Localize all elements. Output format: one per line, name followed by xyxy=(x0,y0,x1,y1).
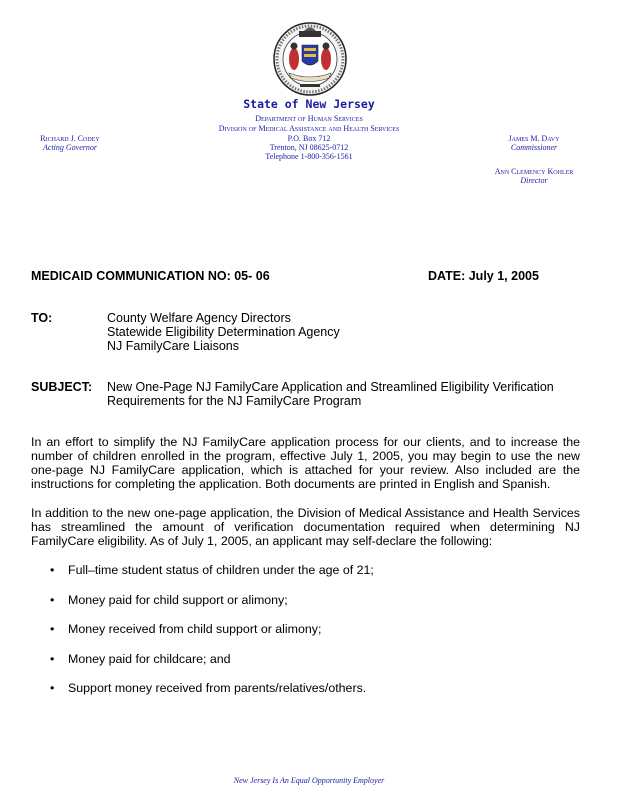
director-name: Ann Clemency Kohler xyxy=(494,167,574,176)
commissioner-name: James M. Davy xyxy=(508,133,560,143)
director-title: Director xyxy=(520,176,548,185)
commissioner-title: Commissioner xyxy=(510,142,558,152)
po-box: P.O. Box 712 xyxy=(287,133,331,143)
to-recipients xyxy=(107,311,340,353)
list-item: • Money paid for childcare; and xyxy=(50,651,231,666)
recipient-line: NJ FamilyCare Liaisons xyxy=(107,339,239,353)
footer-eoe: New Jersey Is An Equal Opportunity Employer xyxy=(233,776,385,785)
paragraph-intro: In an effort to simplify the NJ FamilyCare application process for our clients, and to increase the number of children enrolled in the program, effective July 1, 2005, you may begin to use the new one-page NJ FamilyCare application, which is attached for your review. Also included are the instructions for completing the application. Both documents are printed in English and Spanish. xyxy=(31,435,580,491)
subject-text xyxy=(107,380,554,408)
governor-title: Acting Governor xyxy=(43,142,97,152)
communication-date: DATE: July 1, 2005 xyxy=(428,269,539,283)
paragraph-verification: In addition to the new one-page application, the Division of Medical Assistance and Health Services has streamlined the amount of verification documentation required when determining NJ FamilyCare eligibility. As of July 1, 2005, an applicant may self-declare the following: xyxy=(31,506,580,548)
department-name: Department of Human Services xyxy=(255,114,363,123)
self-declare-list xyxy=(31,563,580,711)
list-item: • Support money received from parents/relatives/others. xyxy=(50,681,367,695)
telephone: Telephone 1-800-356-1561 xyxy=(265,151,353,161)
subject-line: New One-Page NJ FamilyCare Application and Streamlined Eligibility Verification xyxy=(107,380,554,394)
governor-name: Richard J. Codey xyxy=(40,133,100,143)
list-item: • Money paid for child support or alimony; xyxy=(50,592,288,607)
state-seal-icon xyxy=(272,21,348,97)
state-title: State of New Jersey xyxy=(243,97,375,111)
division-name: Division of Medical Assistance and Health Services xyxy=(218,124,400,133)
recipient-line: County Welfare Agency Directors xyxy=(107,311,291,325)
city-address: Trenton, NJ 08625-0712 xyxy=(269,142,349,152)
bullet-icon: • xyxy=(50,681,55,695)
to-label: TO: xyxy=(31,311,53,325)
recipient-line: Statewide Eligibility Determination Agency xyxy=(107,325,340,339)
bullet-icon: • xyxy=(50,592,55,607)
bullet-icon: • xyxy=(50,563,55,577)
bullet-icon: • xyxy=(50,651,55,666)
bullet-icon: • xyxy=(50,622,55,636)
subject-label: SUBJECT: xyxy=(31,380,93,394)
subject-line: Requirements for the NJ FamilyCare Program xyxy=(107,394,362,408)
communication-header xyxy=(31,269,571,283)
list-item: • Full–time student status of children under the age of 21; xyxy=(50,563,374,577)
list-item: • Money received from child support or alimony; xyxy=(50,622,322,636)
communication-number: MEDICAID COMMUNICATION NO: 05- 06 xyxy=(31,269,270,283)
